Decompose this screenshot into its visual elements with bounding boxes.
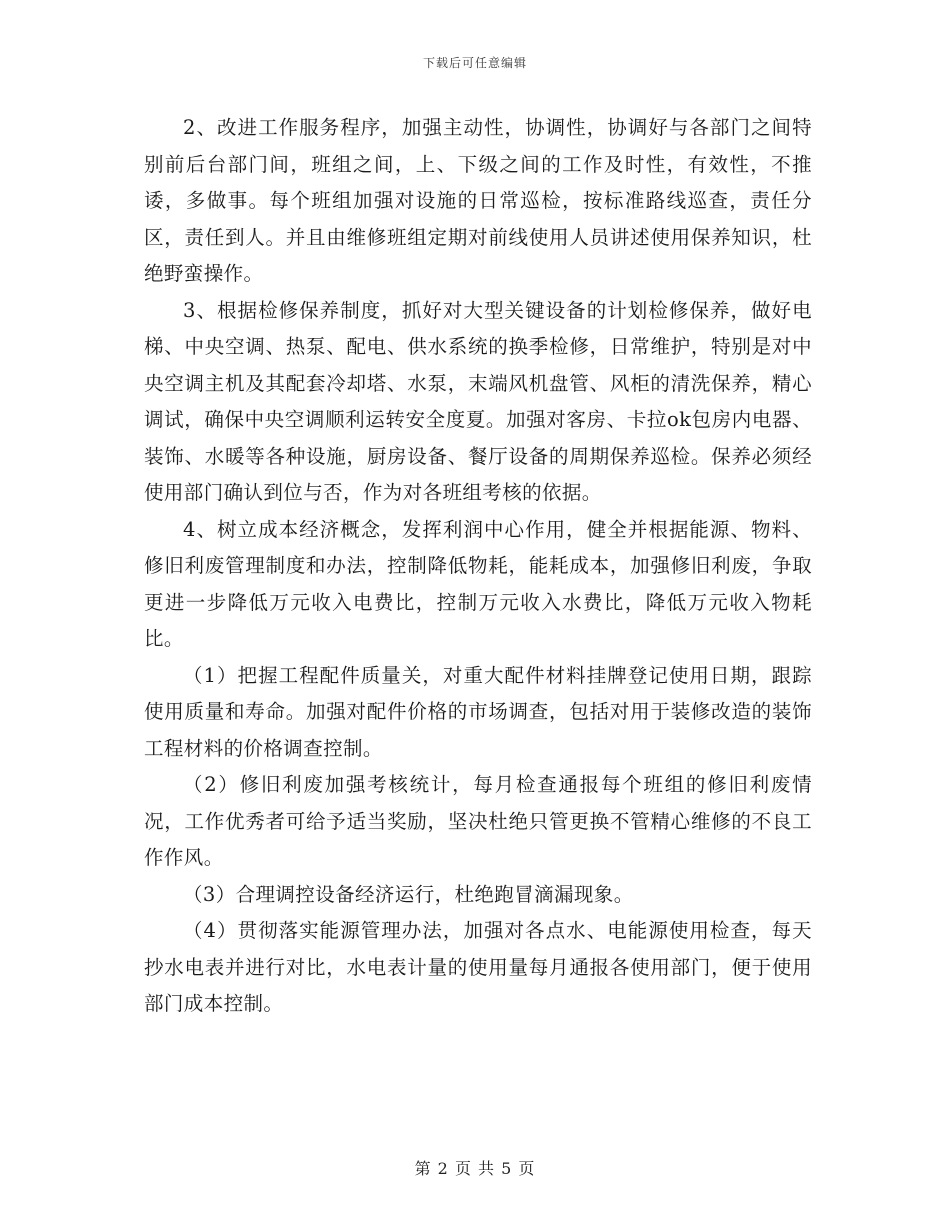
page-number-footer: 第 2 页 共 5 页 (414, 1159, 536, 1178)
document-body (144, 110, 812, 1023)
paragraph-sub-2: （2）修旧利废加强考核统计，每月检查通报每个班组的修旧利废情况，工作优秀者可给予适当奖励，坚决杜绝只管更换不管精心维修的不良工作作风。 (144, 773, 812, 869)
paragraph-sub-4: （4）贯彻落实能源管理办法，加强对各点水、电能源使用检查，每天抄水电表并进行对比，水电表计量的使用量每月通报各使用部门，便于使用部门成本控制。 (144, 919, 812, 1015)
paragraph-item-3: 3、根据检修保养制度，抓好对大型关键设备的计划检修保养，做好电梯、中央空调、热泵、配电、供水系统的换季检修，日常维护，特别是对中央空调主机及其配套冷却塔、水泵，末端风机盘管、风柜的清洗保养，精心调试，确保中央空调顺利运转安全度夏。加强对客房、卡拉ok包房内电器、装饰、水暖等各种设施，厨房设备、餐厅设备的周期保养巡检。保养必须经使用部门确认到位与否，作为对各班组考核的依据。 (144, 298, 812, 504)
paragraph-sub-3: （3）合理调控设备经济运行，杜绝跑冒滴漏现象。 (183, 882, 634, 906)
paragraph-item-2: 2、改进工作服务程序，加强主动性，协调性，协调好与各部门之间特别前后台部门间，班组之间，上、下级之间的工作及时性，有效性，不推诿，多做事。每个班组加强对设施的日常巡检，按标准路线巡查，责任分区，责任到人。并且由维修班组定期对前线使用人员讲述使用保养知识，杜绝野蛮操作。 (144, 116, 812, 285)
paragraph-item-4: 4、树立成本经济概念，发挥利润中心作用，健全并根据能源、物料、修旧利废管理制度和办法，控制降低物耗，能耗成本，加强修旧利废，争取更进一步降低万元收入电费比，控制万元收入水费比，降低万元收入物耗比。 (144, 517, 812, 650)
page-header: 下载后可任意编辑 (422, 56, 527, 70)
paragraph-sub-1: （1）把握工程配件质量关，对重大配件材料挂牌登记使用日期，跟踪使用质量和寿命。加强对配件价格的市场调查，包括对用于装修改造的装饰工程材料的价格调查控制。 (144, 663, 812, 760)
